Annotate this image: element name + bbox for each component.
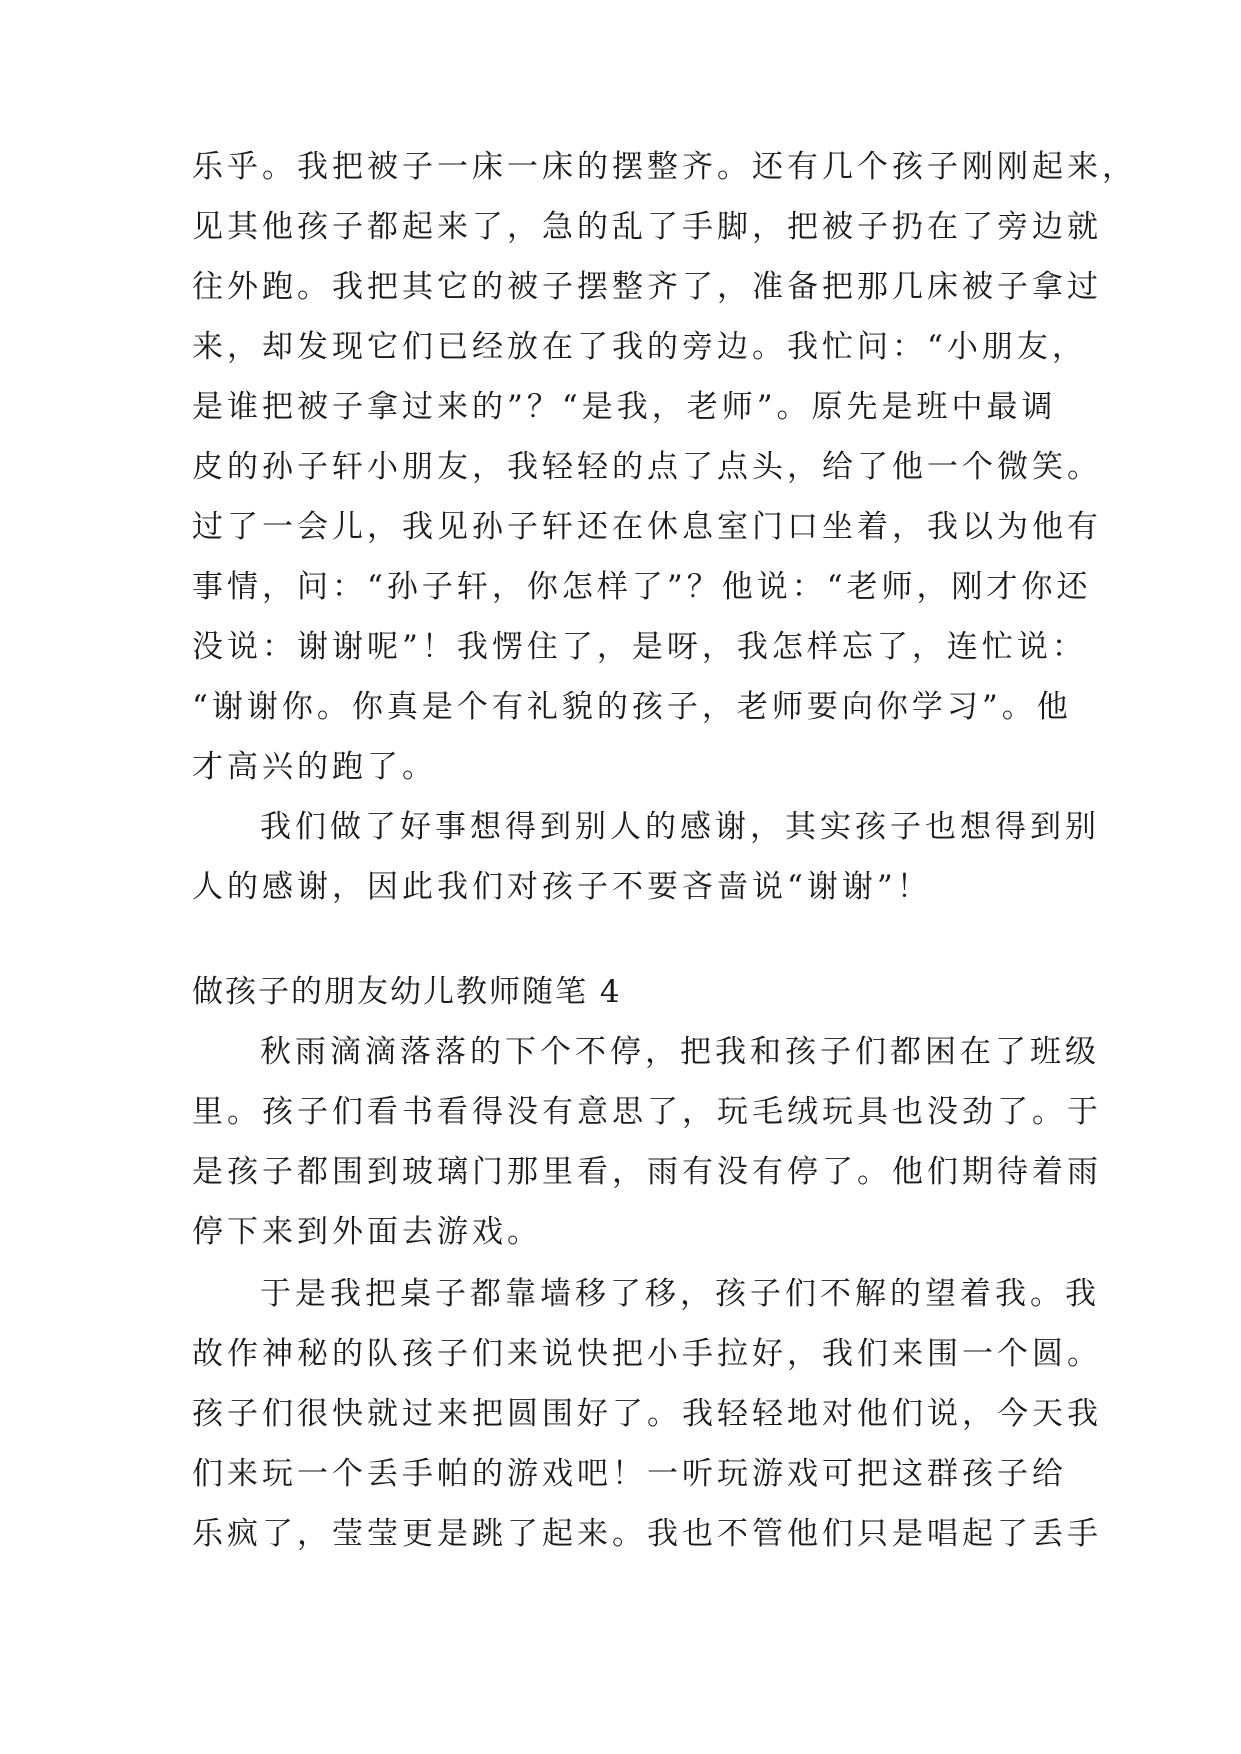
text-line: 往外跑。我把其它的被子摆整齐了，准备把那几床被子拿过	[192, 269, 1102, 305]
paragraph-rainy-day	[192, 1022, 1102, 1262]
text-line: 停下来到外面去游戏。	[192, 1214, 542, 1250]
text-line: 我们做了好事想得到别人的感谢，其实孩子也想得到别	[260, 809, 1100, 845]
text-line: 才高兴的跑了。	[192, 749, 437, 785]
text-line: 里。孩子们看书看得没有意思了，玩毛绒玩具也没劲了。于	[192, 1094, 1102, 1130]
section-heading: 做孩子的朋友幼儿教师随笔 4	[192, 974, 622, 1010]
text-line: 没说：谢谢呢”！我愣住了，是呀，我怎样忘了，连忙说：	[192, 629, 1087, 665]
text-line: 是孩子都围到玻璃门那里看，雨有没有停了。他们期待着雨	[192, 1154, 1102, 1190]
text-line: 过了一会儿，我见孙子轩还在休息室门口坐着，我以为他有	[192, 509, 1102, 545]
text-line: 故作神秘的队孩子们来说快把小手拉好，我们来围一个圆。	[192, 1336, 1102, 1372]
text-line: 人的感谢，因此我们对孩子不要吝啬说“谢谢”！	[192, 869, 932, 905]
text-line: 乐乎。我把被子一床一床的摆整齐。还有几个孩子刚刚起来，	[192, 149, 1137, 185]
text-line: 于是我把桌子都靠墙移了移，孩子们不解的望着我。我	[260, 1276, 1100, 1312]
text-line: 是谁把被子拿过来的”？“是我，老师”。原先是班中最调	[192, 389, 1057, 425]
paragraph-conclusion	[192, 797, 1100, 917]
text-line: 见其他孩子都起来了，急的乱了手脚，把被子扔在了旁边就	[192, 209, 1102, 245]
text-line: “谢谢你。你真是个有礼貌的孩子，老师要向你学习”。他	[192, 689, 1072, 725]
text-line: 们来玩一个丢手帕的游戏吧！一听玩游戏可把这群孩子给	[192, 1456, 1067, 1492]
text-line: 事情，问：“孙子轩，你怎样了”？他说：“老师，刚才你还	[192, 569, 1092, 605]
text-line: 皮的孙子轩小朋友，我轻轻的点了点头，给了他一个微笑。	[192, 449, 1102, 485]
text-line: 来，却发现它们已经放在了我的旁边。我忙问：“小朋友，	[192, 329, 1087, 365]
paragraph-story-continued	[192, 137, 1137, 797]
paragraph-handkerchief-game	[192, 1264, 1102, 1564]
text-line: 秋雨滴滴落落的下个不停，把我和孩子们都困在了班级	[260, 1034, 1100, 1070]
text-line: 孩子们很快就过来把圆围好了。我轻轻地对他们说，今天我	[192, 1396, 1102, 1432]
text-line: 乐疯了，莹莹更是跳了起来。我也不管他们只是唱起了丢手	[192, 1516, 1102, 1552]
